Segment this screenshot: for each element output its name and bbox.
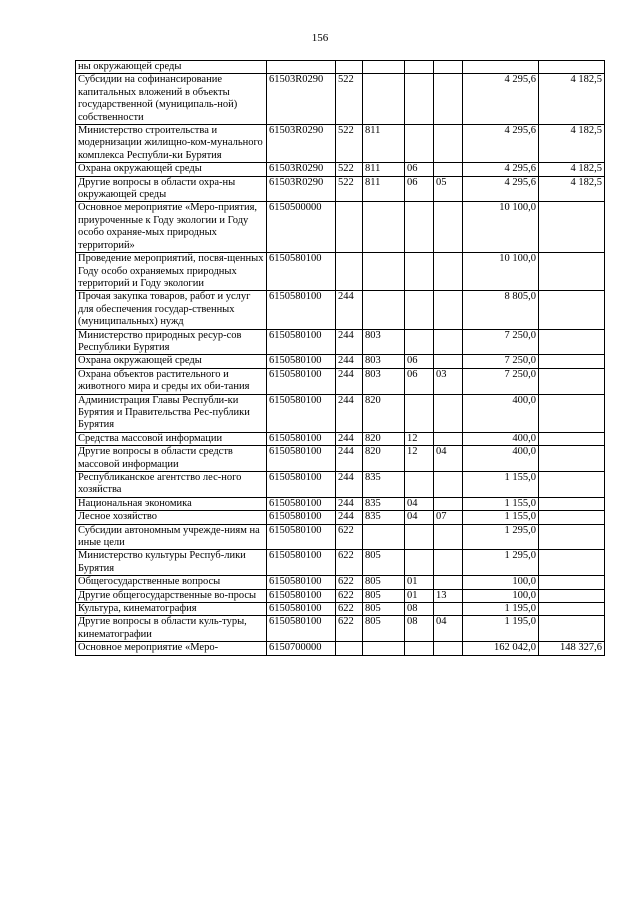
ministry-code-cell <box>363 74 405 125</box>
amount-2-cell <box>539 394 605 432</box>
amount-1-cell: 1 295,0 <box>463 524 539 550</box>
expense-type-cell: 244 <box>336 329 363 355</box>
subsection-cell: 04 <box>434 446 463 472</box>
budget-table-body <box>76 61 605 656</box>
expense-type-cell: 244 <box>336 355 363 368</box>
table-row <box>76 202 605 253</box>
subsection-cell <box>434 253 463 291</box>
target-article-cell: 61503R0290 <box>267 74 336 125</box>
amount-2-cell <box>539 291 605 329</box>
expense-type-cell <box>336 202 363 253</box>
expense-type-cell: 244 <box>336 446 363 472</box>
subsection-cell <box>434 61 463 74</box>
ministry-code-cell: 805 <box>363 603 405 616</box>
expense-type-cell: 522 <box>336 163 363 176</box>
subsection-cell <box>434 472 463 498</box>
amount-1-cell: 7 250,0 <box>463 329 539 355</box>
amount-2-cell <box>539 550 605 576</box>
subsection-cell <box>434 355 463 368</box>
expense-type-cell: 244 <box>336 497 363 510</box>
expense-type-cell: 522 <box>336 176 363 202</box>
subsection-cell <box>434 202 463 253</box>
target-article-cell: 6150580100 <box>267 497 336 510</box>
target-article-cell: 61503R0290 <box>267 163 336 176</box>
row-name-cell: Министерство природных ресур-сов Республики Бурятия <box>76 329 267 355</box>
ministry-code-cell: 805 <box>363 589 405 602</box>
section-cell <box>405 524 434 550</box>
amount-1-cell: 1 195,0 <box>463 616 539 642</box>
subsection-cell <box>434 642 463 655</box>
table-row <box>76 61 605 74</box>
target-article-cell: 6150580100 <box>267 603 336 616</box>
expense-type-cell: 622 <box>336 550 363 576</box>
subsection-cell <box>434 603 463 616</box>
expense-type-cell: 622 <box>336 616 363 642</box>
target-article-cell: 6150700000 <box>267 642 336 655</box>
section-cell: 06 <box>405 368 434 394</box>
row-name-cell: Проведение мероприятий, посвя-щенных Году особо охраняемых природных территорий и Году экологии <box>76 253 267 291</box>
page-number: 156 <box>311 32 329 44</box>
ministry-code-cell <box>363 291 405 329</box>
section-cell: 12 <box>405 432 434 445</box>
table-row <box>76 524 605 550</box>
target-article-cell <box>267 61 336 74</box>
expense-type-cell: 622 <box>336 589 363 602</box>
amount-2-cell <box>539 603 605 616</box>
subsection-cell: 05 <box>434 176 463 202</box>
target-article-cell: 6150580100 <box>267 616 336 642</box>
amount-1-cell: 7 250,0 <box>463 355 539 368</box>
row-name-cell: Основное мероприятие «Меро- <box>76 642 267 655</box>
expense-type-cell: 244 <box>336 368 363 394</box>
section-cell: 06 <box>405 355 434 368</box>
amount-2-cell <box>539 202 605 253</box>
ministry-code-cell <box>363 642 405 655</box>
section-cell: 06 <box>405 176 434 202</box>
amount-2-cell <box>539 589 605 602</box>
row-name-cell: Субсидии автономным учрежде-ниям на иные цели <box>76 524 267 550</box>
row-name-cell: Национальная экономика <box>76 497 267 510</box>
target-article-cell: 6150580100 <box>267 329 336 355</box>
amount-1-cell: 162 042,0 <box>463 642 539 655</box>
amount-2-cell <box>539 61 605 74</box>
amount-2-cell <box>539 511 605 524</box>
ministry-code-cell: 820 <box>363 432 405 445</box>
expense-type-cell: 244 <box>336 394 363 432</box>
ministry-code-cell <box>363 524 405 550</box>
row-name-cell: Основное мероприятие «Меро-приятия, приуроченные к Году экологии и Году особо охраняе-мых природных территорий» <box>76 202 267 253</box>
row-name-cell: Прочая закупка товаров, работ и услуг для обеспечения государ-ственных (муниципальных) нужд <box>76 291 267 329</box>
ministry-code-cell: 803 <box>363 329 405 355</box>
table-row <box>76 446 605 472</box>
section-cell <box>405 202 434 253</box>
subsection-cell <box>434 432 463 445</box>
ministry-code-cell: 835 <box>363 472 405 498</box>
section-cell <box>405 125 434 163</box>
target-article-cell: 61503R0290 <box>267 125 336 163</box>
amount-1-cell: 100,0 <box>463 576 539 589</box>
row-name-cell: Культура, кинематография <box>76 603 267 616</box>
section-cell <box>405 472 434 498</box>
target-article-cell: 6150580100 <box>267 524 336 550</box>
amount-2-cell <box>539 576 605 589</box>
amount-2-cell <box>539 472 605 498</box>
table-row <box>76 329 605 355</box>
table-row <box>76 472 605 498</box>
amount-2-cell: 4 182,5 <box>539 163 605 176</box>
section-cell <box>405 394 434 432</box>
row-name-cell: Другие вопросы в области средств массовой информации <box>76 446 267 472</box>
subsection-cell <box>434 163 463 176</box>
amount-1-cell: 100,0 <box>463 589 539 602</box>
table-row <box>76 125 605 163</box>
target-article-cell: 6150580100 <box>267 511 336 524</box>
subsection-cell <box>434 497 463 510</box>
ministry-code-cell <box>363 202 405 253</box>
table-row <box>76 176 605 202</box>
subsection-cell <box>434 74 463 125</box>
target-article-cell: 6150580100 <box>267 589 336 602</box>
section-cell <box>405 642 434 655</box>
amount-1-cell: 1 155,0 <box>463 497 539 510</box>
row-name-cell: Охрана объектов растительного и животного мира и среды их оби-тания <box>76 368 267 394</box>
amount-2-cell <box>539 497 605 510</box>
row-name-cell: Администрация Главы Республи-ки Бурятия и Правительства Рес-публики Бурятия <box>76 394 267 432</box>
table-row <box>76 642 605 655</box>
ministry-code-cell: 835 <box>363 497 405 510</box>
subsection-cell: 03 <box>434 368 463 394</box>
target-article-cell: 6150500000 <box>267 202 336 253</box>
table-row <box>76 368 605 394</box>
section-cell <box>405 61 434 74</box>
row-name-cell: Министерство строительства и модернизации жилищно-ком-мунального комплекса Республи-ки Бурятия <box>76 125 267 163</box>
target-article-cell: 6150580100 <box>267 253 336 291</box>
section-cell <box>405 550 434 576</box>
ministry-code-cell <box>363 253 405 291</box>
ministry-code-cell: 811 <box>363 176 405 202</box>
expense-type-cell: 622 <box>336 576 363 589</box>
amount-2-cell: 4 182,5 <box>539 74 605 125</box>
amount-1-cell: 1 195,0 <box>463 603 539 616</box>
row-name-cell: ны окружающей среды <box>76 61 267 74</box>
section-cell <box>405 253 434 291</box>
amount-1-cell <box>463 61 539 74</box>
row-name-cell: Другие общегосударственные во-просы <box>76 589 267 602</box>
section-cell <box>405 291 434 329</box>
target-article-cell: 61503R0290 <box>267 176 336 202</box>
ministry-code-cell <box>363 61 405 74</box>
amount-2-cell: 4 182,5 <box>539 176 605 202</box>
section-cell: 04 <box>405 497 434 510</box>
amount-1-cell: 400,0 <box>463 446 539 472</box>
table-row <box>76 432 605 445</box>
target-article-cell: 6150580100 <box>267 432 336 445</box>
target-article-cell: 6150580100 <box>267 472 336 498</box>
table-row <box>76 550 605 576</box>
subsection-cell <box>434 125 463 163</box>
expense-type-cell: 522 <box>336 74 363 125</box>
amount-2-cell <box>539 616 605 642</box>
amount-1-cell: 1 295,0 <box>463 550 539 576</box>
amount-1-cell: 4 295,6 <box>463 125 539 163</box>
subsection-cell: 13 <box>434 589 463 602</box>
subsection-cell <box>434 394 463 432</box>
section-cell <box>405 329 434 355</box>
amount-2-cell <box>539 432 605 445</box>
subsection-cell <box>434 524 463 550</box>
ministry-code-cell: 803 <box>363 355 405 368</box>
ministry-code-cell: 811 <box>363 125 405 163</box>
amount-2-cell <box>539 368 605 394</box>
ministry-code-cell: 805 <box>363 550 405 576</box>
subsection-cell: 04 <box>434 616 463 642</box>
expense-type-cell: 622 <box>336 603 363 616</box>
amount-1-cell: 400,0 <box>463 394 539 432</box>
amount-2-cell <box>539 524 605 550</box>
expense-type-cell: 244 <box>336 511 363 524</box>
subsection-cell <box>434 291 463 329</box>
table-row <box>76 253 605 291</box>
ministry-code-cell: 820 <box>363 446 405 472</box>
budget-table <box>75 60 605 656</box>
amount-1-cell: 8 805,0 <box>463 291 539 329</box>
table-row <box>76 355 605 368</box>
row-name-cell: Республиканское агентство лес-ного хозяйства <box>76 472 267 498</box>
expense-type-cell: 244 <box>336 432 363 445</box>
subsection-cell <box>434 329 463 355</box>
table-row <box>76 511 605 524</box>
target-article-cell: 6150580100 <box>267 446 336 472</box>
amount-2-cell: 4 182,5 <box>539 125 605 163</box>
table-row <box>76 576 605 589</box>
amount-1-cell: 1 155,0 <box>463 472 539 498</box>
section-cell: 08 <box>405 616 434 642</box>
amount-1-cell: 4 295,6 <box>463 163 539 176</box>
amount-1-cell: 4 295,6 <box>463 74 539 125</box>
amount-2-cell: 148 327,6 <box>539 642 605 655</box>
table-row <box>76 603 605 616</box>
target-article-cell: 6150580100 <box>267 550 336 576</box>
expense-type-cell: 622 <box>336 524 363 550</box>
row-name-cell: Охрана окружающей среды <box>76 163 267 176</box>
expense-type-cell: 522 <box>336 125 363 163</box>
section-cell: 01 <box>405 576 434 589</box>
section-cell: 04 <box>405 511 434 524</box>
amount-1-cell: 10 100,0 <box>463 253 539 291</box>
ministry-code-cell: 820 <box>363 394 405 432</box>
amount-1-cell: 400,0 <box>463 432 539 445</box>
table-row <box>76 394 605 432</box>
subsection-cell: 07 <box>434 511 463 524</box>
expense-type-cell <box>336 61 363 74</box>
ministry-code-cell: 805 <box>363 616 405 642</box>
amount-2-cell <box>539 253 605 291</box>
amount-1-cell: 1 155,0 <box>463 511 539 524</box>
target-article-cell: 6150580100 <box>267 355 336 368</box>
target-article-cell: 6150580100 <box>267 368 336 394</box>
row-name-cell: Другие вопросы в области охра-ны окружающей среды <box>76 176 267 202</box>
target-article-cell: 6150580100 <box>267 394 336 432</box>
section-cell: 08 <box>405 603 434 616</box>
section-cell: 06 <box>405 163 434 176</box>
ministry-code-cell: 803 <box>363 368 405 394</box>
ministry-code-cell: 805 <box>363 576 405 589</box>
row-name-cell: Общегосударственные вопросы <box>76 576 267 589</box>
table-row <box>76 616 605 642</box>
table-row <box>76 589 605 602</box>
expense-type-cell: 244 <box>336 472 363 498</box>
table-row <box>76 163 605 176</box>
amount-2-cell <box>539 329 605 355</box>
row-name-cell: Другие вопросы в области куль-туры, кинематографии <box>76 616 267 642</box>
amount-1-cell: 7 250,0 <box>463 368 539 394</box>
amount-2-cell <box>539 355 605 368</box>
ministry-code-cell: 811 <box>363 163 405 176</box>
row-name-cell: Охрана окружающей среды <box>76 355 267 368</box>
section-cell <box>405 74 434 125</box>
table-row <box>76 497 605 510</box>
subsection-cell <box>434 576 463 589</box>
expense-type-cell: 244 <box>336 291 363 329</box>
row-name-cell: Средства массовой информации <box>76 432 267 445</box>
section-cell: 12 <box>405 446 434 472</box>
amount-1-cell: 10 100,0 <box>463 202 539 253</box>
row-name-cell: Лесное хозяйство <box>76 511 267 524</box>
row-name-cell: Субсидии на софинансирование капитальных вложений в объекты государственной (муниципаль-ной) собственности <box>76 74 267 125</box>
table-row <box>76 291 605 329</box>
expense-type-cell <box>336 253 363 291</box>
target-article-cell: 6150580100 <box>267 576 336 589</box>
amount-2-cell <box>539 446 605 472</box>
row-name-cell: Министерство культуры Респуб-лики Бурятия <box>76 550 267 576</box>
subsection-cell <box>434 550 463 576</box>
amount-1-cell: 4 295,6 <box>463 176 539 202</box>
target-article-cell: 6150580100 <box>267 291 336 329</box>
ministry-code-cell: 835 <box>363 511 405 524</box>
table-row <box>76 74 605 125</box>
expense-type-cell <box>336 642 363 655</box>
section-cell: 01 <box>405 589 434 602</box>
